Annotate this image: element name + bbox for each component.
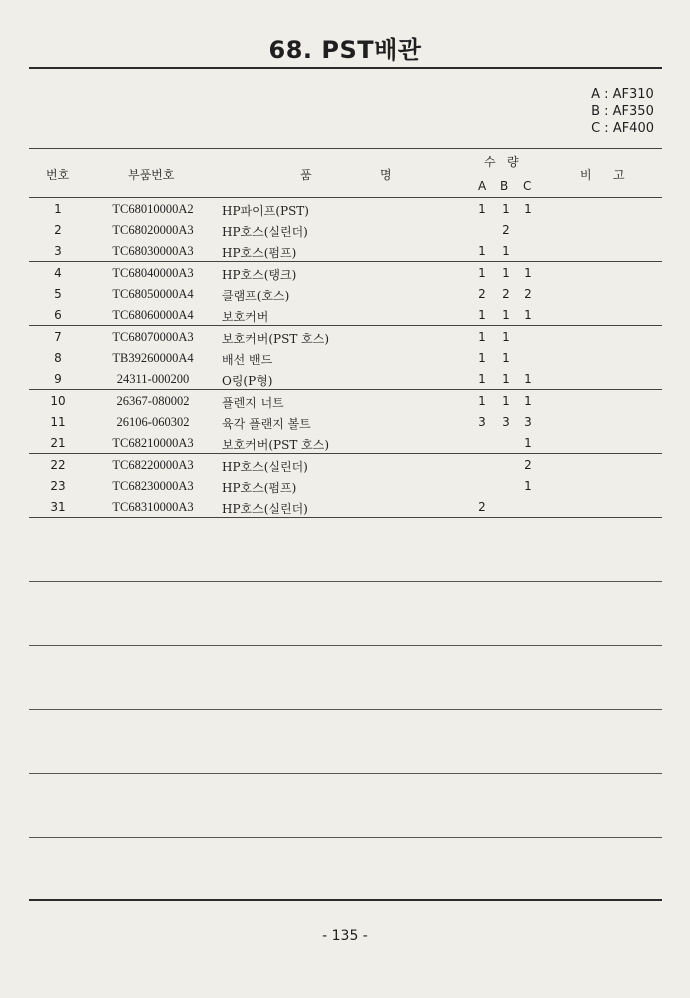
part-name: O링(P형) [222, 374, 273, 388]
group-rule [29, 453, 662, 454]
part-index: 11 [50, 415, 66, 429]
table-row [29, 305, 662, 326]
part-number: 26106-060302 [116, 415, 190, 429]
part-number: TB39260000A4 [112, 351, 194, 365]
part-index: 6 [54, 308, 62, 322]
part-name: HP호스(실린더) [222, 225, 308, 239]
model-legend [591, 86, 654, 137]
table-row [29, 263, 662, 284]
qty-c: 1 [524, 436, 532, 450]
table-top-rule [29, 148, 662, 149]
part-number: TC68220000A3 [112, 458, 194, 472]
qty-a: 1 [478, 351, 486, 365]
part-name: HP호스(펌프) [222, 481, 297, 495]
header-bottom-rule [29, 197, 662, 198]
part-number: TC68050000A4 [112, 287, 194, 301]
qty-c: 1 [524, 394, 532, 408]
part-name: HP호스(펌프) [222, 246, 297, 260]
part-number: TC68040000A3 [112, 266, 194, 280]
part-name: 보호커버(PST 호스) [222, 438, 330, 452]
table-row [29, 455, 662, 476]
part-number: 26367-080002 [116, 394, 190, 408]
part-index: 10 [50, 394, 66, 408]
qty-b: 2 [502, 223, 510, 237]
qty-c: 1 [524, 308, 532, 322]
part-index: 1 [54, 202, 62, 216]
part-index: 3 [54, 244, 62, 258]
qty-a: 1 [478, 244, 486, 258]
qty-b: 1 [502, 330, 510, 344]
page-title: 68. PST배관 [268, 36, 422, 64]
blank-rule [29, 773, 662, 774]
qty-a: 1 [478, 202, 486, 216]
part-number: TC68310000A3 [112, 500, 194, 514]
part-index: 22 [50, 458, 66, 472]
blank-rule [29, 709, 662, 710]
qty-b: 1 [502, 266, 510, 280]
table-row [29, 284, 662, 305]
part-number: TC68070000A3 [112, 330, 194, 344]
part-name: HP호스(실린더) [222, 502, 308, 516]
table-row [29, 433, 662, 454]
qty-c: 2 [524, 287, 532, 301]
part-index: 8 [54, 351, 62, 365]
table-row [29, 391, 662, 412]
qty-c: 2 [524, 458, 532, 472]
part-name: HP호스(실린더) [222, 460, 308, 474]
group-rule [29, 389, 662, 390]
qty-b: 1 [502, 351, 510, 365]
qty-b: 1 [502, 244, 510, 258]
group-rule [29, 261, 662, 262]
part-name: 보호커버(PST 호스) [222, 332, 330, 346]
qty-c: 1 [524, 266, 532, 280]
part-name: 플렌지 너트 [222, 396, 284, 410]
table-bottom-rule [29, 899, 662, 901]
part-number: TC68230000A3 [112, 479, 194, 493]
header-qty: 수 량 [484, 155, 519, 169]
qty-a: 3 [478, 415, 486, 429]
qty-a: 1 [478, 330, 486, 344]
table-row [29, 348, 662, 369]
header-name-2: 명 [380, 168, 392, 182]
header-qty-c: C [523, 179, 532, 193]
blank-rule [29, 837, 662, 838]
qty-b: 1 [502, 372, 510, 386]
table-row [29, 199, 662, 220]
group-rule [29, 325, 662, 326]
part-number: TC68210000A3 [112, 436, 194, 450]
part-index: 31 [50, 500, 66, 514]
table-row [29, 327, 662, 348]
model-a: A : AF310 [591, 87, 654, 102]
group-rule [29, 517, 662, 518]
header-part-no: 부품번호 [128, 168, 175, 182]
header-no: 번호 [46, 168, 70, 182]
page-number: - 135 - [322, 928, 368, 944]
qty-b: 1 [502, 202, 510, 216]
model-c: C : AF400 [591, 121, 654, 136]
qty-a: 1 [478, 308, 486, 322]
qty-a: 1 [478, 394, 486, 408]
qty-a: 1 [478, 372, 486, 386]
qty-b: 1 [502, 394, 510, 408]
part-index: 9 [54, 372, 62, 386]
header-remark-2: 고 [613, 168, 625, 182]
header-qty-b: B [500, 179, 509, 193]
model-b: B : AF350 [591, 104, 654, 119]
part-index: 7 [54, 330, 62, 344]
part-name: HP호스(탱크) [222, 268, 297, 282]
part-name: 배선 밴드 [222, 353, 273, 367]
part-name: 육각 플랜지 볼트 [222, 417, 311, 431]
header-name-1: 품 [300, 168, 312, 182]
qty-c: 1 [524, 202, 532, 216]
qty-b: 3 [502, 415, 510, 429]
qty-a: 2 [478, 500, 486, 514]
part-name: 보호커버 [222, 310, 269, 324]
part-number: TC68060000A4 [112, 308, 194, 322]
table-row [29, 241, 662, 262]
qty-a: 1 [478, 266, 486, 280]
part-number: TC68030000A3 [112, 244, 194, 258]
part-name: 클램프(호스) [222, 289, 290, 303]
title-rule [29, 67, 662, 69]
part-index: 21 [50, 436, 66, 450]
table-row [29, 412, 662, 433]
qty-c: 3 [524, 415, 532, 429]
qty-a: 2 [478, 287, 486, 301]
part-number: TC68010000A2 [112, 202, 194, 216]
part-number: TC68020000A3 [112, 223, 194, 237]
blank-rule [29, 645, 662, 646]
qty-c: 1 [524, 372, 532, 386]
table-row [29, 220, 662, 241]
qty-b: 1 [502, 308, 510, 322]
table-row [29, 476, 662, 497]
part-index: 23 [50, 479, 66, 493]
qty-c: 1 [524, 479, 532, 493]
part-index: 4 [54, 266, 62, 280]
qty-b: 2 [502, 287, 510, 301]
part-index: 2 [54, 223, 62, 237]
part-number: 24311-000200 [116, 372, 190, 386]
table-row [29, 369, 662, 390]
part-index: 5 [54, 287, 62, 301]
part-name: HP파이프(PST) [222, 204, 309, 218]
header-remark-1: 비 [580, 168, 592, 182]
blank-rule [29, 581, 662, 582]
header-qty-a: A [478, 179, 487, 193]
table-row [29, 497, 662, 518]
